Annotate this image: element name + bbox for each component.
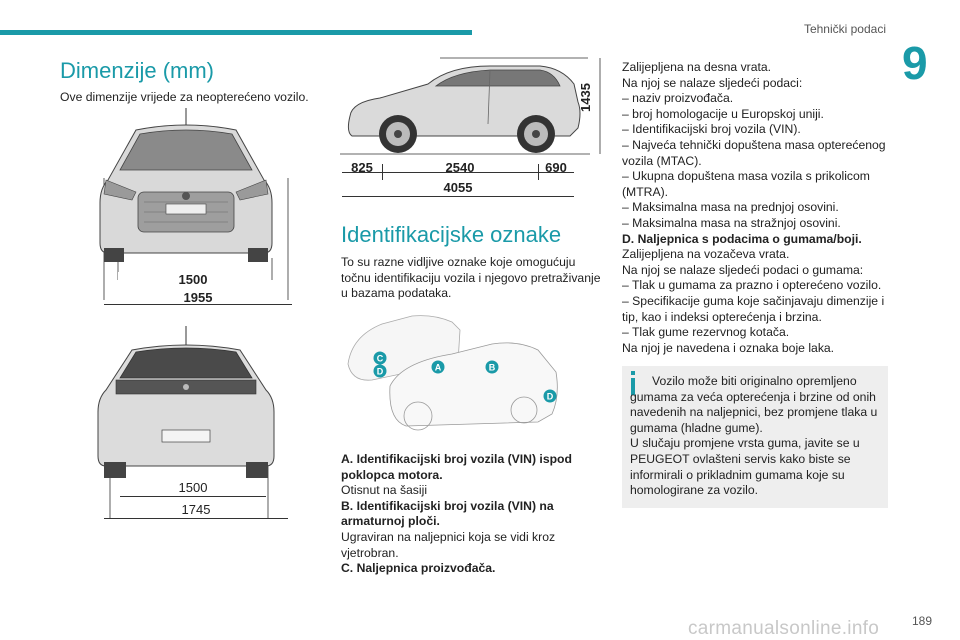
text-line: Zalijepljena na desna vrata. xyxy=(622,60,772,74)
info-box xyxy=(622,366,888,508)
chapter-number: 9 xyxy=(902,37,928,89)
rear-overhang-label: 690 xyxy=(545,160,567,175)
dimensions-intro: Ove dimenzije vrijede za neopterećeno vozilo. xyxy=(60,90,309,104)
front-width-label: 1955 xyxy=(183,290,213,305)
page-number: 189 xyxy=(911,614,932,628)
identification-drawing xyxy=(342,310,562,436)
list-item: – Maksimalna masa na stražnjoj osovini. xyxy=(622,215,841,230)
height-label: 1435 xyxy=(578,83,593,112)
front-overhang-label: 825 xyxy=(351,160,373,175)
label-a-title: A. Identifikacijski broj vozila (VIN) ispod poklopca motora. xyxy=(341,452,572,482)
marker-d-right: D xyxy=(546,391,554,402)
dimensions-heading: Dimenzije (mm) xyxy=(60,58,214,83)
length-label: 4055 xyxy=(443,180,473,195)
text-line: Na njoj se nalaze sljedeći podaci: xyxy=(622,75,803,90)
list-item: – Najveća tehnički dopuštena masa opterećenog vozila (MTAC). xyxy=(622,137,886,168)
list-item: – Maksimalna masa na prednjoj osovini. xyxy=(622,200,839,215)
list-item: – Tlak u gumama za prazno i opterećeno vozilo. xyxy=(622,278,882,293)
list-item: – Specifikacije guma koje sačinjavaju dimenzije i tip, kao i indeksi opterećenja i brzina. xyxy=(622,293,885,324)
list-item: – Ukupna dopuštena masa vozila s prikolicom (MTRA). xyxy=(622,169,870,199)
identification-heading: Identifikacijske oznake xyxy=(341,222,562,247)
side-view-drawing xyxy=(340,54,610,160)
label-b-text: Ugraviran na naljepnici koja se vidi kroz vjetrobran. xyxy=(341,529,556,560)
label-a-text: Otisnut na šasiji xyxy=(341,483,428,498)
text-line: Na njoj je navedena i oznaka boje laka. xyxy=(622,340,835,355)
list-item: – Tlak gume rezervnog kotača. xyxy=(622,325,790,340)
label-d-title: D. Naljepnica s podacima o gumama/boji. xyxy=(622,231,862,246)
front-track-label: 1500 xyxy=(118,272,268,287)
watermark: carmanualsonline.info xyxy=(688,618,880,639)
label-details xyxy=(622,60,890,356)
marker-a: A xyxy=(434,362,442,373)
label-b-title: B. Identifikacijski broj vozila (VIN) na armaturnoj ploči. xyxy=(341,498,554,529)
list-item: – Identifikacijski broj vozila (VIN). xyxy=(622,122,801,137)
label-c-title: C. Naljepnica proizvođača. xyxy=(341,561,496,576)
wheelbase-label: 2540 xyxy=(445,160,475,175)
identification-intro: To su razne vidljive oznake koje omogućuju točnu identifikaciju vozila i njegovo pretraživanje u bazama podataka. xyxy=(341,255,601,301)
text-line: Na njoj se nalaze sljedeći podaci o gumama: xyxy=(622,262,864,277)
marker-d-left: D xyxy=(376,366,384,377)
section-title: Tehnički podaci xyxy=(803,22,886,36)
rear-track-label: 1500 xyxy=(178,480,208,495)
header-accent-bar xyxy=(0,30,472,35)
marker-b: B xyxy=(488,362,496,373)
list-item: – broj homologacije u Europskoj uniji. xyxy=(622,106,824,121)
text-line: Zalijepljena na vozačeva vrata. xyxy=(622,247,790,262)
rear-width-label: 1745 xyxy=(181,502,211,517)
marker-c: C xyxy=(376,353,384,364)
list-item: – naziv proizvođača. xyxy=(622,91,734,106)
info-text: Vozilo može biti originalno opremljeno gumama za veća opterećenja i brzine od onih navedenih na naljepnici, bez promjene tlaka u gumama (hladne gume). U slučaju promjene vrsta guma, javite se u PEUGEOT ovlašteni servis kako biste se informirali o prikladnim gumama koje su homologirane za vozilo. xyxy=(630,374,878,498)
